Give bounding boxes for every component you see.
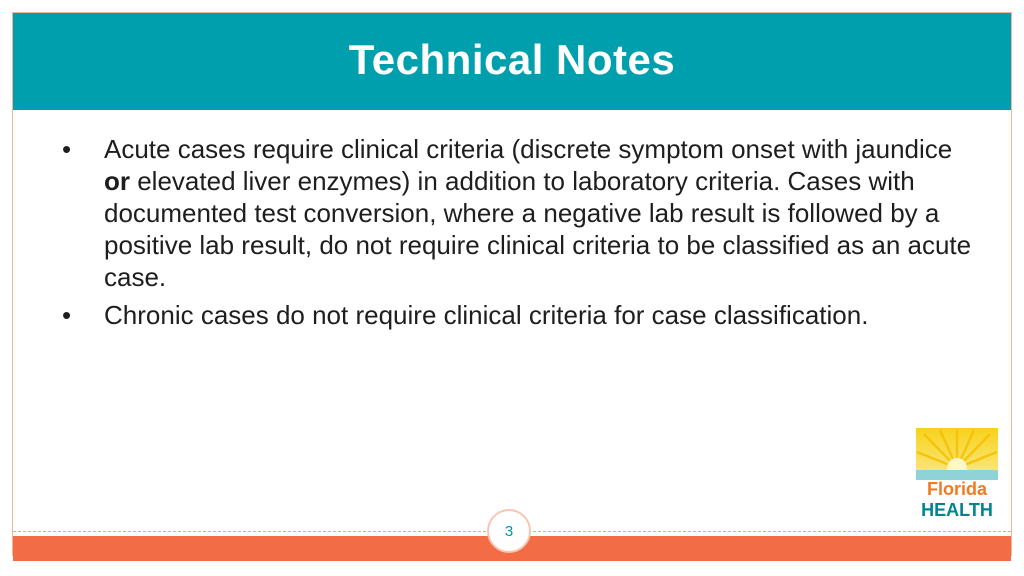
bullet-dot-icon: • — [62, 300, 72, 330]
page-number: 3 — [504, 522, 514, 540]
title-banner — [13, 13, 1011, 110]
page-number-badge — [487, 509, 531, 553]
logo-text-florida: Florida — [926, 479, 988, 499]
bullet-text-end: elevated liver enzymes) in addition to laboratory criteria. Cases with documented test conversion, where a negative lab result is followed by a positive lab result, do not require clinical criteria to be classified as an acute case. — [104, 166, 972, 292]
bullet-text-start: Chronic cases do not require clinical criteria for case classification. — [104, 300, 869, 330]
bullet-text-emphasis: or — [104, 166, 130, 196]
florida-health-logo — [916, 428, 998, 520]
bullet-item-chronic-cases — [56, 299, 976, 331]
florida-health-logo-graphic — [916, 428, 998, 520]
bullet-item-acute-cases — [56, 133, 976, 293]
bullet-list — [56, 133, 976, 337]
slide-title: Technical Notes — [348, 35, 676, 83]
logo-text-health: HEALTH — [921, 500, 993, 520]
bullet-text-start: Acute cases require clinical criteria (discrete symptom onset with jaundice — [104, 134, 953, 164]
bullet-dot-icon: • — [62, 134, 72, 164]
